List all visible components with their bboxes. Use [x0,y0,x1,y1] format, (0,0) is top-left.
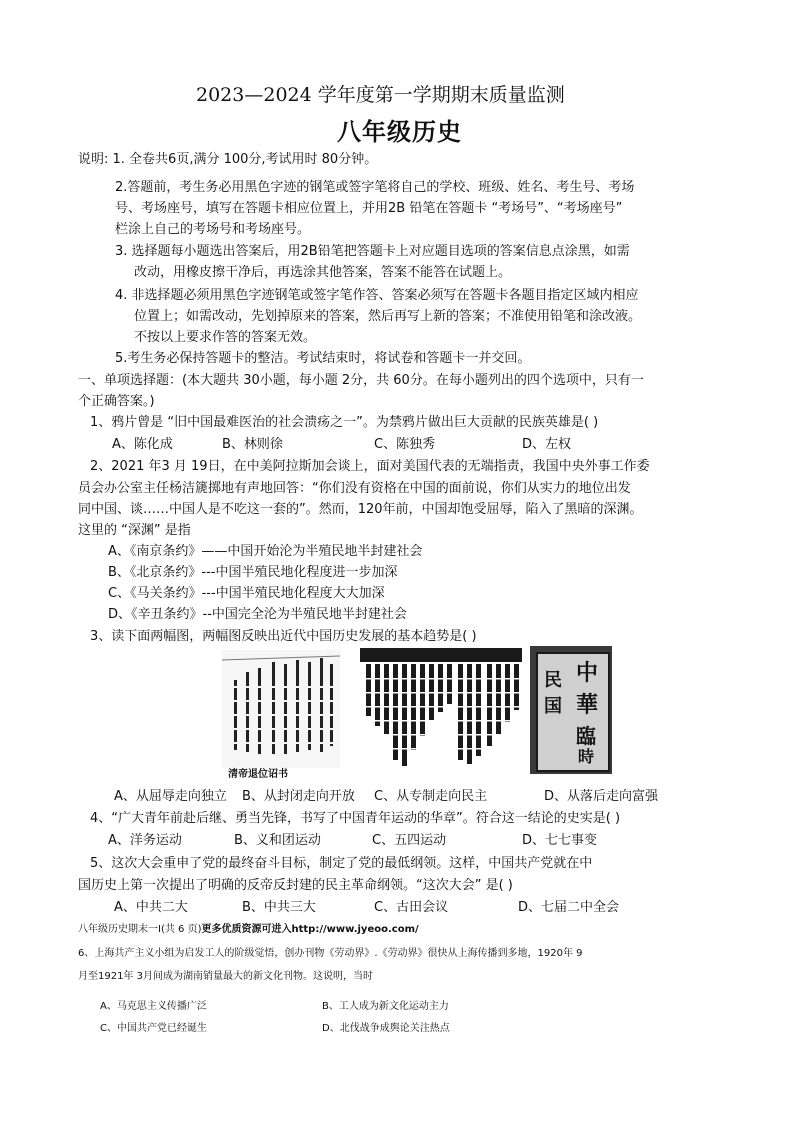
subject-title: 八年级历史 [337,117,462,146]
q6-option-a[interactable]: A、马克思主义传播广泛 [100,1001,207,1012]
q3-option-a[interactable]: A、从屈辱走向独立 [114,789,227,804]
q5-line2: 国历史上第一次提出了明确的反帝反封建的民主革命纲领。“这次大会” 是( ) [78,878,513,893]
abdication-edict-image [222,650,340,768]
newspaper-columns-image [360,648,522,766]
edict-caption: 清帝退位诏书 [228,769,288,780]
q2-option-d[interactable]: D、《辛丑条约》--中国完全沦为半殖民地半封建社会 [108,607,407,622]
section-heading-line1: 一、单项选择题：(本大题共 30小题，每小题 2分，共 60分。在每小题列出的四个选项中，只有一 [78,373,644,388]
stamp-char-5: 臨 [576,724,596,748]
q2-option-c[interactable]: C、《马关条约》---中国半殖民地化程度大大加深 [108,586,385,601]
q5-option-a[interactable]: A、中共二大 [114,900,188,915]
q2-option-b[interactable]: B、《北京条约》---中国半殖民地化程度进一步加深 [108,565,398,580]
stamp-inner-panel [536,652,610,772]
q1-stem: 1、鸦片曾是 “旧中国最难医治的社会溃疡之一”。为禁鸦片做出巨大贡献的民族英雄是( ) [90,415,599,430]
newspaper-graphic [360,648,522,766]
q6-line1: 6、上海共产主义小组为启发工人的阶级觉悟，创办刊物《劳动界》.《劳动界》很快从上海传播到多地，1920年 9 [78,948,583,959]
q2-line3: 同中国、谈……中国人是不吃这一套的”。然而，120年前，中国却饱受屈辱，陷入了黑暗的深渊。 [78,502,643,517]
instruction-5: 5.考生务必保持答题卡的整洁。考试结束时，将试卷和答题卡一并交回。 [115,351,531,366]
instruction-4-line2: 位置上；如需改动，先划掉原来的答案，然后再写上新的答案；不准使用铅笔和涂改液。 [134,309,642,324]
edict-columns-graphic [222,650,340,768]
instruction-4-line1: 4. 非选择题必须用黑色字迹钢笔或签字笔作答、答案必须写在答题卡各题目指定区域内相应 [115,288,639,303]
instruction-2-line2: 号、考场座号，填写在答题卡相应位置上，并用2B 铅笔在答题卡 “考场号”、“考场座号” [115,201,623,216]
q5-option-c[interactable]: C、古田会议 [374,900,449,915]
instruction-2-line3: 栏涂上自己的考场号和考场座号。 [115,222,311,237]
q3-stem: 3、读下面两幅图，两幅图反映出近代中国历史发展的基本趋势是( ) [90,629,477,644]
q4-option-d[interactable]: D、七七事变 [522,833,598,848]
stamp-char-6: 時 [578,747,595,766]
q1-option-a[interactable]: A、陈化成 [112,437,173,452]
stamp-char-2: 民 [544,670,562,691]
stamp-char-3: 華 [576,692,599,718]
exam-title: 2023—2024 学年度第一学期期末质量监测 [196,84,565,106]
q1-option-b[interactable]: B、林则徐 [222,437,283,452]
q6-option-b[interactable]: B、工人成为新文化运动主力 [322,1001,449,1012]
q4-option-a[interactable]: A、洋务运动 [108,833,182,848]
provisional-government-stamp-image [530,646,612,774]
stamp-char-1: 中 [576,660,599,686]
q4-stem: 4、“广大青年前赴后继、勇当先锋，书写了中国青年运动的华章”。符合这一结论的史实是( ) [90,811,621,826]
q2-line4: 这里的 “深渊” 是指 [78,523,191,538]
q2-line2: 员会办公室主任杨洁篪掷地有声地回答：“你们没有资格在中国的面前说，你们从实力的地位出发 [78,481,631,496]
instruction-2-line1: 2.答题前，考生务必用黑色字迹的钢笔或签字笔将自己的学校、班级、姓名、考生号、考场 [115,180,635,195]
q5-option-b[interactable]: B、中共三大 [242,900,316,915]
q2-line1: 2、2021 年3 月 19日，在中美阿拉斯加会谈上，面对美国代表的无端指责，我国中央外事工作委 [90,459,650,474]
q4-option-b[interactable]: B、义和团运动 [234,833,321,848]
page-footer [78,920,419,935]
q3-option-d[interactable]: D、从落后走向富强 [544,789,659,804]
footer-page-label: 八年级历史期末一I(共 6 页) [78,924,202,935]
q3-option-b[interactable]: B、从封闭走向开放 [242,789,355,804]
instruction-4-line3: 不按以上要求作答的答案无效。 [134,330,317,345]
q2-option-a[interactable]: A、《南京条约》——中国开始沦为半殖民地半封建社会 [108,544,423,559]
q6-option-c[interactable]: C、中国共产党已经诞生 [100,1023,207,1034]
q5-option-d[interactable]: D、七届二中全会 [518,900,620,915]
stamp-char-4: 国 [544,696,562,717]
q1-option-c[interactable]: C、陈独秀 [374,437,436,452]
instruction-3-line1: 3. 选择题每小题选出答案后，用2B铅笔把答题卡上对应题目选项的答案信息点涂黑，如需 [115,244,630,259]
q5-line1: 5、这次大会重申了党的最终奋斗目标，制定了党的最低纲领。这样，中国共产党就在中 [90,856,593,871]
section-heading-line2: 个正确答案。) [78,394,155,409]
q1-option-d[interactable]: D、左权 [522,437,572,452]
q6-line2: 月至1921年 3月间成为湖南销量最大的新文化刊物。这说明，当时 [78,971,373,982]
instruction-1: 说明: 1. 全卷共6页,满分 100分,考试用时 80分钟。 [78,152,378,167]
q3-option-c[interactable]: C、从专制走向民主 [374,789,488,804]
q4-option-c[interactable]: C、五四运动 [372,833,447,848]
instruction-3-line2: 改动，用橡皮擦干净后，再选涂其他答案，答案不能答在试题上。 [134,265,512,280]
footer-promo-link[interactable]: 更多优质资源可进入http://www.jyeoo.com/ [201,924,419,935]
q6-option-d[interactable]: D、北伐战争成舆论关注热点 [322,1023,450,1034]
